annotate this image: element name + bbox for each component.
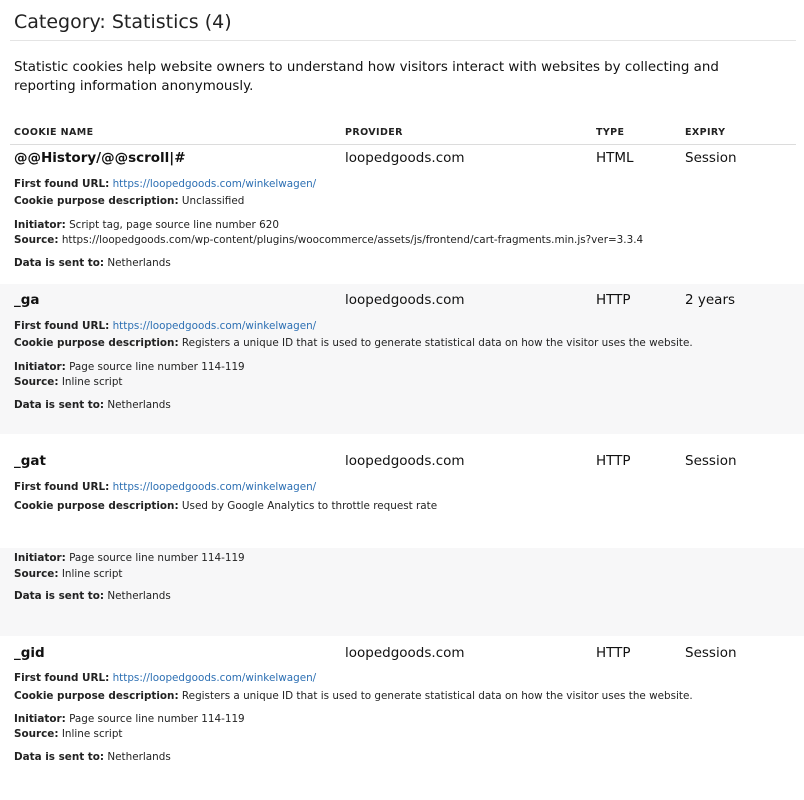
column-header-provider: PROVIDER (345, 127, 403, 138)
sent-to-text: Netherlands (107, 590, 171, 602)
purpose-label: Cookie purpose description: (14, 500, 179, 512)
purpose-label: Cookie purpose description: (14, 690, 179, 702)
initiator-text: Page source line number 114-119 (69, 713, 245, 725)
sent-to-label: Data is sent to: (14, 590, 105, 602)
first-found-link[interactable]: https://loopedgoods.com/winkelwagen/ (112, 672, 317, 684)
purpose-line (14, 689, 693, 703)
sent-to-line (14, 589, 171, 603)
cookie-type: HTTP (596, 453, 631, 469)
sent-to-text: Netherlands (107, 257, 171, 269)
first-found-link[interactable]: https://loopedgoods.com/winkelwagen/ (112, 481, 317, 493)
sent-to-label: Data is sent to: (14, 257, 105, 269)
sent-to-text: Netherlands (107, 751, 171, 763)
source-text: Inline script (61, 728, 123, 740)
cookie-name: _gat (14, 453, 46, 469)
cookie-type: HTTP (596, 645, 631, 661)
initiator-text: Page source line number 114-119 (69, 552, 245, 564)
initiator-label: Initiator: (14, 713, 66, 725)
first-found-link[interactable]: https://loopedgoods.com/winkelwagen/ (112, 320, 317, 332)
purpose-text: Registers a unique ID that is used to generate statistical data on how the visitor uses the website. (181, 690, 693, 702)
cookie-name: _ga (14, 292, 40, 308)
cookie-expiry: Session (685, 453, 737, 469)
cookie-name: @@History/@@scroll|# (14, 150, 186, 166)
first-found-label: First found URL: (14, 672, 110, 684)
sent-to-label: Data is sent to: (14, 751, 105, 763)
initiator-label: Initiator: (14, 361, 66, 373)
source-line (14, 375, 123, 389)
source-label: Source: (14, 376, 59, 388)
cookie-type: HTML (596, 150, 634, 166)
cookie-provider: loopedgoods.com (345, 645, 465, 661)
cookie-provider: loopedgoods.com (345, 292, 465, 308)
source-line (14, 727, 123, 741)
table-header (0, 125, 804, 145)
purpose-text: Registers a unique ID that is used to generate statistical data on how the visitor uses the website. (181, 337, 693, 349)
cookie-expiry: 2 years (685, 292, 736, 308)
source-label: Source: (14, 728, 59, 740)
title-divider (10, 40, 796, 41)
first-found-line (14, 671, 316, 685)
purpose-line (14, 499, 437, 513)
cookie-provider: loopedgoods.com (345, 150, 465, 166)
source-text: Inline script (61, 568, 123, 580)
purpose-label: Cookie purpose description: (14, 337, 179, 349)
first-found-label: First found URL: (14, 178, 110, 190)
purpose-label: Cookie purpose description: (14, 195, 179, 207)
source-label: Source: (14, 568, 59, 580)
category-description: Statistic cookies help website owners to understand how visitors interact with websites by collecting and reporting information anonymously. (14, 60, 719, 94)
column-header-name: COOKIE NAME (14, 127, 94, 138)
column-header-expiry: EXPIRY (685, 127, 726, 138)
first-found-line (14, 319, 316, 333)
initiator-text: Page source line number 114-119 (69, 361, 245, 373)
initiator-label: Initiator: (14, 219, 66, 231)
sent-to-text: Netherlands (107, 399, 171, 411)
initiator-text: Script tag, page source line number 620 (69, 219, 279, 231)
source-label: Source: (14, 234, 59, 246)
sent-to-label: Data is sent to: (14, 399, 105, 411)
first-found-line (14, 177, 316, 191)
first-found-line (14, 480, 316, 494)
cookie-provider: loopedgoods.com (345, 453, 465, 469)
source-text: https://loopedgoods.com/wp-content/plugins/woocommerce/assets/js/frontend/cart-fragments.min.js?ver=3.3.4 (61, 234, 644, 246)
first-found-label: First found URL: (14, 481, 110, 493)
initiator-label: Initiator: (14, 552, 66, 564)
purpose-text: Used by Google Analytics to throttle request rate (181, 500, 438, 512)
cookie-expiry: Session (685, 150, 737, 166)
page-title: Category: Statistics (4) (14, 11, 232, 33)
purpose-line (14, 194, 244, 208)
first-found-label: First found URL: (14, 320, 110, 332)
sent-to-line (14, 750, 171, 764)
initiator-line (14, 218, 279, 232)
header-divider (10, 144, 796, 145)
source-line (14, 233, 643, 247)
source-text: Inline script (61, 376, 123, 388)
initiator-line (14, 360, 245, 374)
purpose-text: Unclassified (181, 195, 245, 207)
initiator-line (14, 712, 245, 726)
cookie-name: _gid (14, 645, 45, 661)
source-line (14, 567, 123, 581)
cookie-type: HTTP (596, 292, 631, 308)
sent-to-line (14, 256, 171, 270)
first-found-link[interactable]: https://loopedgoods.com/winkelwagen/ (112, 178, 317, 190)
cookie-expiry: Session (685, 645, 737, 661)
initiator-line (14, 551, 245, 565)
sent-to-line (14, 398, 171, 412)
column-header-type: TYPE (596, 127, 625, 138)
purpose-line (14, 336, 693, 350)
